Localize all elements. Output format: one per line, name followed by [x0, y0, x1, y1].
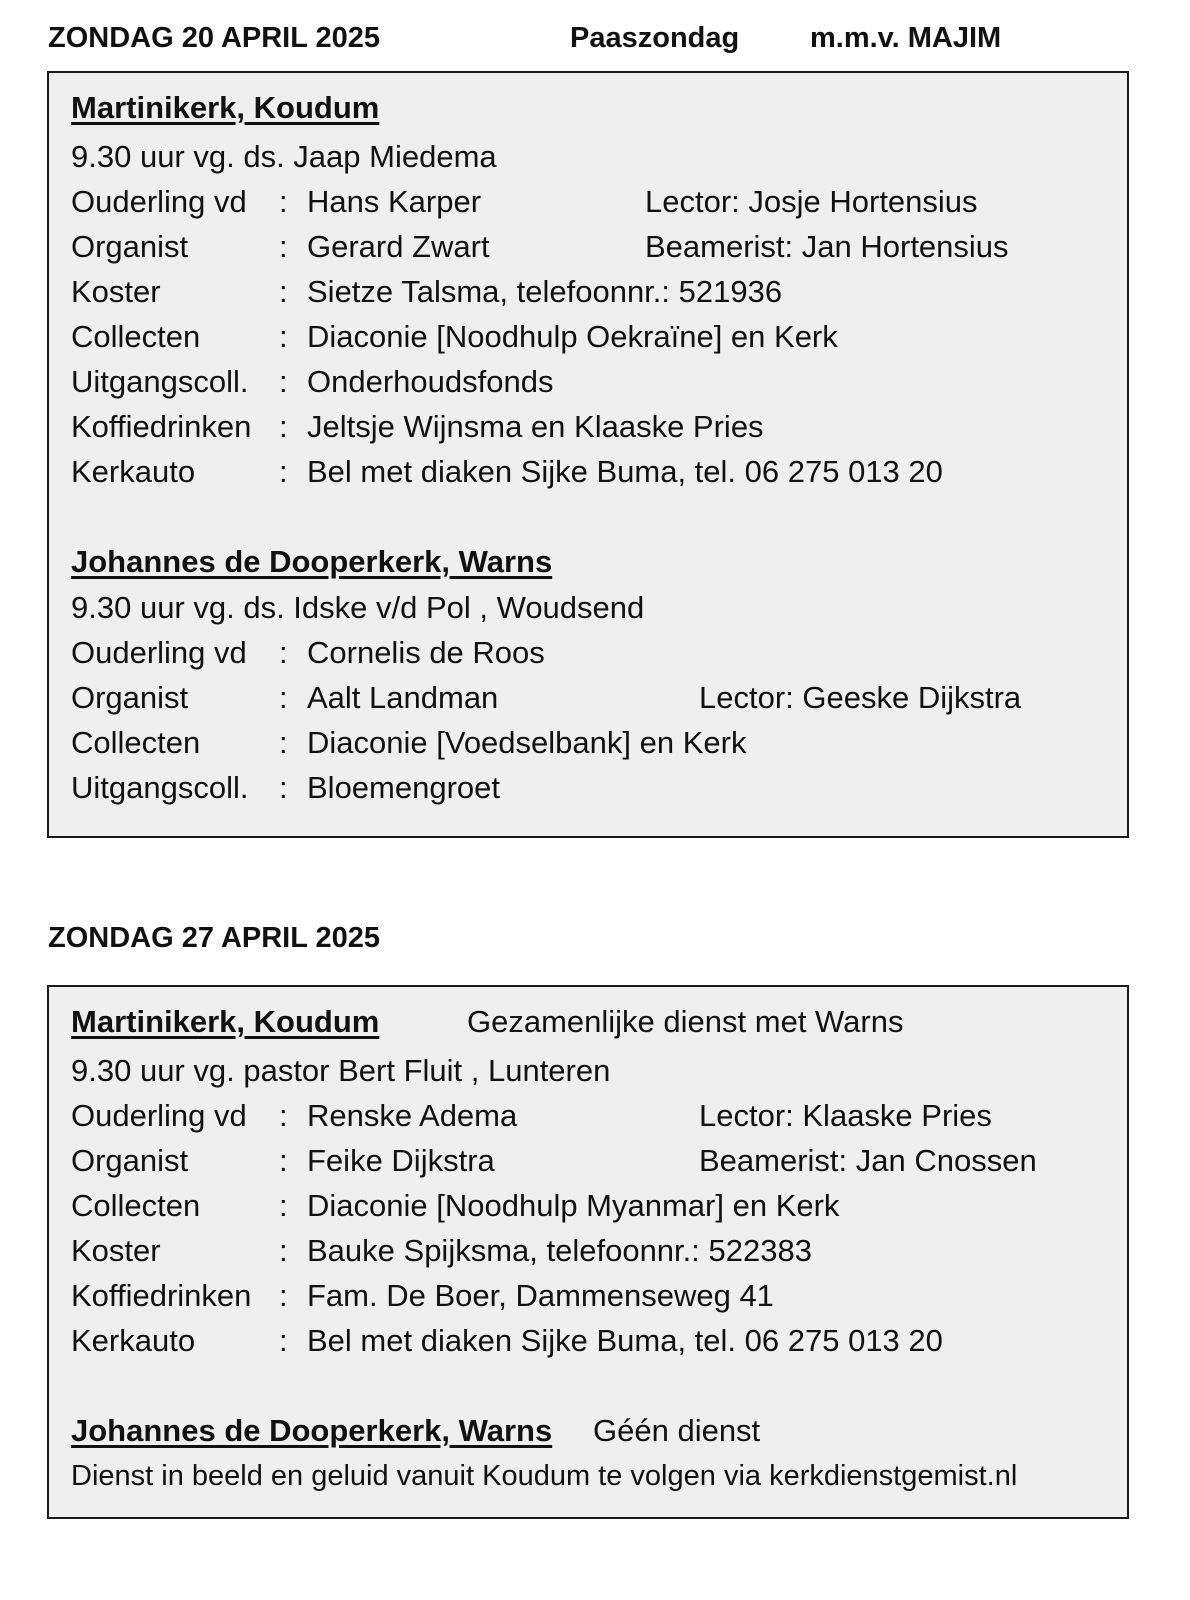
role-extra: Beamerist: Jan Hortensius: [645, 229, 1009, 264]
role-value: Diaconie [Noodhulp Myanmar] en Kerk: [307, 1188, 840, 1223]
service-time-koudum: 9.30 uur vg. pastor Bert Fluit , Lunteren: [71, 1053, 611, 1088]
no-service-note: Géén dienst: [593, 1413, 761, 1448]
role-row: [71, 1322, 1111, 1360]
koudum-header-line: [71, 1003, 1111, 1041]
role-row: [71, 724, 1111, 762]
colon: :: [279, 1233, 288, 1268]
role-value: Fam. De Boer, Dammenseweg 41: [307, 1278, 774, 1313]
role-value: Bloemengroet: [307, 770, 501, 805]
colon: :: [279, 635, 288, 670]
role-label: Ouderling vd: [71, 1098, 247, 1133]
warns-header-line: [71, 1412, 1111, 1450]
role-value: Bel met diaken Sijke Buma, tel. 06 275 013 20: [307, 454, 943, 489]
sunday-2-date: ZONDAG 27 APRIL 2025: [48, 922, 380, 954]
sunday-2-heading: [48, 920, 380, 956]
church-title-koudum: Martinikerk, Koudum: [71, 90, 380, 125]
church-title-warns: Johannes de Dooperkerk, Warns: [71, 1413, 553, 1448]
sunday-1-assist: m.m.v. MAJIM: [810, 22, 1002, 54]
role-row: [71, 1232, 1111, 1270]
role-label: Collecten: [71, 1188, 201, 1223]
role-value: Hans Karper: [307, 184, 482, 219]
stream-info: Dienst in beeld en geluid vanuit Koudum te volgen via kerkdienstgemist.nl: [71, 1460, 1018, 1492]
role-label: Collecten: [71, 319, 201, 354]
colon: :: [279, 1278, 288, 1313]
colon: :: [279, 184, 288, 219]
colon: :: [279, 680, 288, 715]
role-row: [71, 1187, 1111, 1225]
role-value: Aalt Landman: [307, 680, 499, 715]
role-value: Onderhoudsfonds: [307, 364, 554, 399]
role-label: Organist: [71, 680, 189, 715]
sunday-1-date: ZONDAG 20 APRIL 2025: [48, 22, 380, 54]
sunday-1-occasion: Paaszondag: [570, 22, 740, 54]
colon: :: [279, 725, 288, 760]
role-label: Uitgangscoll.: [71, 364, 249, 399]
role-label: Organist: [71, 1143, 189, 1178]
church-title-warns: Johannes de Dooperkerk, Warns: [71, 544, 553, 579]
role-value: Cornelis de Roos: [307, 635, 545, 670]
role-label: Koffiedrinken: [71, 1278, 252, 1313]
role-row: [71, 183, 1111, 221]
role-label: Koffiedrinken: [71, 409, 252, 444]
colon: :: [279, 319, 288, 354]
role-value: Jeltsje Wijnsma en Klaaske Pries: [307, 409, 764, 444]
role-row: [71, 228, 1111, 266]
role-label: Ouderling vd: [71, 635, 247, 670]
colon: :: [279, 1098, 288, 1133]
role-label: Uitgangscoll.: [71, 770, 249, 805]
role-label: Koster: [71, 1233, 161, 1268]
role-label: Collecten: [71, 725, 201, 760]
role-label: Organist: [71, 229, 189, 264]
sunday-1-box: [47, 71, 1129, 838]
role-row: [71, 1277, 1111, 1315]
role-row: [71, 363, 1111, 401]
role-extra: Lector: Klaaske Pries: [699, 1098, 992, 1133]
role-row: [71, 634, 1111, 672]
church-title-koudum: Martinikerk, Koudum: [71, 1004, 380, 1039]
role-value: Feike Dijkstra: [307, 1143, 495, 1178]
role-row: [71, 1142, 1111, 1180]
colon: :: [279, 274, 288, 309]
sunday-2-box: [47, 985, 1129, 1519]
role-row: [71, 408, 1111, 446]
service-time-warns: 9.30 uur vg. ds. Idske v/d Pol , Woudsend: [71, 590, 645, 625]
service-time-koudum: 9.30 uur vg. ds. Jaap Miedema: [71, 139, 497, 174]
role-extra: Lector: Josje Hortensius: [645, 184, 978, 219]
sunday-1-heading: [48, 20, 1002, 56]
role-extra: Beamerist: Jan Cnossen: [699, 1143, 1037, 1178]
colon: :: [279, 1188, 288, 1223]
role-extra: Lector: Geeske Dijkstra: [699, 680, 1022, 715]
role-value: Bauke Spijksma, telefoonnr.: 522383: [307, 1233, 812, 1268]
role-value: Diaconie [Noodhulp Oekraïne] en Kerk: [307, 319, 838, 354]
colon: :: [279, 454, 288, 489]
role-row: [71, 453, 1111, 491]
colon: :: [279, 409, 288, 444]
role-value: Renske Adema: [307, 1098, 518, 1133]
role-row: [71, 769, 1111, 807]
role-value: Sietze Talsma, telefoonnr.: 521936: [307, 274, 783, 309]
colon: :: [279, 229, 288, 264]
joint-service-note: Gezamenlijke dienst met Warns: [467, 1004, 904, 1039]
role-label: Koster: [71, 274, 161, 309]
role-label: Kerkauto: [71, 454, 196, 489]
colon: :: [279, 770, 288, 805]
role-value: Gerard Zwart: [307, 229, 490, 264]
role-label: Kerkauto: [71, 1323, 196, 1358]
colon: :: [279, 1143, 288, 1178]
role-row: [71, 1097, 1111, 1135]
role-value: Bel met diaken Sijke Buma, tel. 06 275 013 20: [307, 1323, 943, 1358]
role-row: [71, 273, 1111, 311]
role-row: [71, 318, 1111, 356]
colon: :: [279, 364, 288, 399]
colon: :: [279, 1323, 288, 1358]
role-label: Ouderling vd: [71, 184, 247, 219]
role-row: [71, 679, 1111, 717]
role-value: Diaconie [Voedselbank] en Kerk: [307, 725, 747, 760]
